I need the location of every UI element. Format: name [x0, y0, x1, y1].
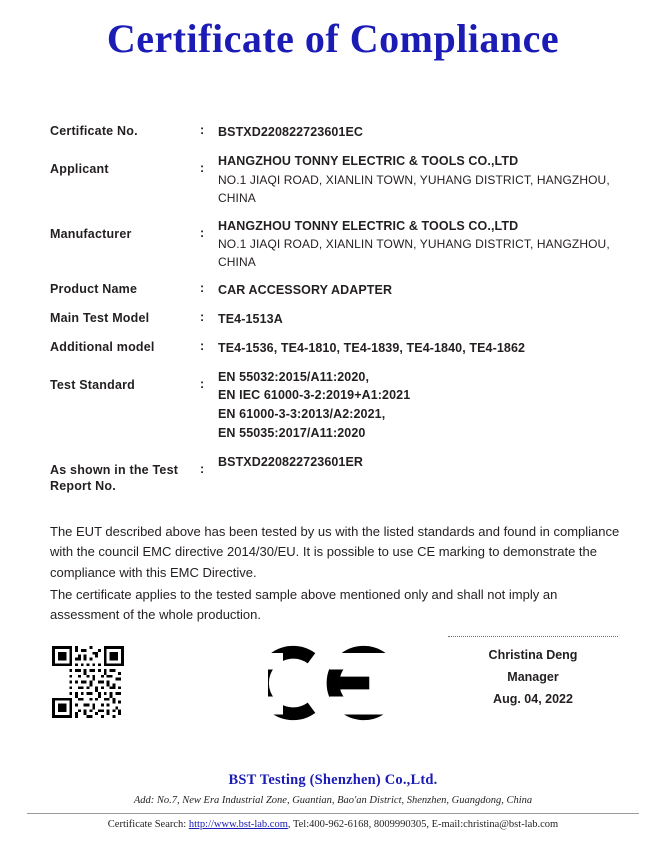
table-row — [50, 448, 616, 501]
footer-contact-line — [0, 819, 666, 830]
table-row — [50, 363, 616, 448]
field-label-additional-model: Additional model — [50, 339, 155, 354]
certificate-page — [0, 16, 666, 855]
field-label-test-report-no: As shown in the Test Report No. — [50, 462, 179, 494]
test-standard-line: EN 55032:2015/A11:2020, — [218, 369, 370, 384]
page-title: Certificate of Compliance — [106, 16, 560, 61]
footer-company-name: BST Testing (Shenzhen) Co.,Ltd. — [228, 772, 438, 788]
test-standard-line: EN 61000-3-3:2013/A2:2021, — [218, 407, 386, 421]
ce-mark-icon — [268, 644, 388, 722]
field-colon: : — [200, 160, 205, 175]
field-label-certificate-no: Certificate No. — [50, 124, 138, 138]
footer-divider — [27, 813, 639, 814]
table-row — [50, 212, 616, 277]
manufacturer-address: NO.1 JIAQI ROAD, XIANLIN TOWN, YUHANG DISTRICT, HANGZHOU, CHINA — [218, 237, 610, 270]
field-colon: : — [200, 310, 205, 324]
qr-code-icon — [52, 646, 124, 718]
field-colon: : — [200, 376, 205, 391]
table-row — [50, 118, 616, 147]
compliance-statement — [50, 522, 622, 625]
field-value-additional-model: TE4-1536, TE4-1810, TE4-1839, TE4-1840, TE4-1862 — [218, 340, 526, 355]
certificate-fields-table — [50, 118, 616, 500]
field-label-applicant: Applicant — [50, 161, 109, 176]
field-value-product-name: CAR ACCESSORY ADAPTER — [218, 283, 393, 298]
footer-contact-details: , Tel:400-962-6168, 8009990305, E-mail:christina@bst-lab.com — [287, 819, 559, 830]
field-value-main-test-model: TE4-1513A — [218, 312, 283, 326]
signature-block — [448, 636, 618, 711]
applicant-company: HANGZHOU TONNY ELECTRIC & TOOLS CO.,LTD — [218, 153, 519, 168]
test-standard-line: EN IEC 61000-3-2:2019+A1:2021 — [218, 388, 411, 403]
field-label-product-name: Product Name — [50, 282, 138, 297]
field-value-test-standard — [218, 363, 616, 448]
field-value-manufacturer — [218, 212, 616, 277]
field-colon: : — [200, 281, 205, 296]
certificate-search-link[interactable]: http://www.bst-lab.com — [188, 819, 288, 830]
manufacturer-company: HANGZHOU TONNY ELECTRIC & TOOLS CO.,LTD — [218, 218, 519, 233]
statement-paragraph-1: The EUT described above has been tested by us with the listed standards and found in compliance with the council EMC directive 2014/30/EU. It is possible to use CE marking to demonstrate the compliance with this EMC Directive. — [50, 524, 620, 580]
table-row — [50, 276, 616, 305]
statement-paragraph-2: The certificate applies to the tested sample above mentioned only and shall not imply an assessment of the whole production. — [50, 586, 558, 622]
field-value-certificate-no: BSTXD220822723601EC — [218, 125, 364, 139]
issue-date: Aug. 04, 2022 — [493, 691, 573, 706]
table-row — [50, 334, 616, 363]
certificate-search-label: Certificate Search: — [107, 819, 189, 830]
signatory-name: Christina Deng — [488, 648, 578, 662]
test-standard-line: EN 55035:2017/A11:2020 — [218, 425, 366, 440]
field-value-test-report-no: BSTXD220822723601ER — [218, 454, 364, 469]
signatory-role: Manager — [507, 669, 559, 684]
table-row — [50, 305, 616, 334]
footer-address: Add: No.7, New Era Industrial Zone, Guantian, Bao'an District, Shenzhen, Guangdong, China — [133, 795, 533, 806]
field-colon: : — [200, 225, 205, 240]
marks-row — [0, 628, 666, 748]
field-value-applicant — [218, 147, 616, 212]
field-label-main-test-model: Main Test Model — [50, 311, 150, 325]
signature-line — [448, 636, 618, 637]
page-footer — [0, 772, 666, 830]
table-row — [50, 147, 616, 212]
applicant-address: NO.1 JIAQI ROAD, XIANLIN TOWN, YUHANG DISTRICT, HANGZHOU, CHINA — [218, 172, 610, 205]
field-colon: : — [200, 338, 205, 353]
field-colon: : — [200, 123, 205, 137]
field-label-test-standard: Test Standard — [50, 377, 136, 392]
field-label-manufacturer: Manufacturer — [50, 226, 132, 241]
field-colon: : — [200, 461, 205, 476]
